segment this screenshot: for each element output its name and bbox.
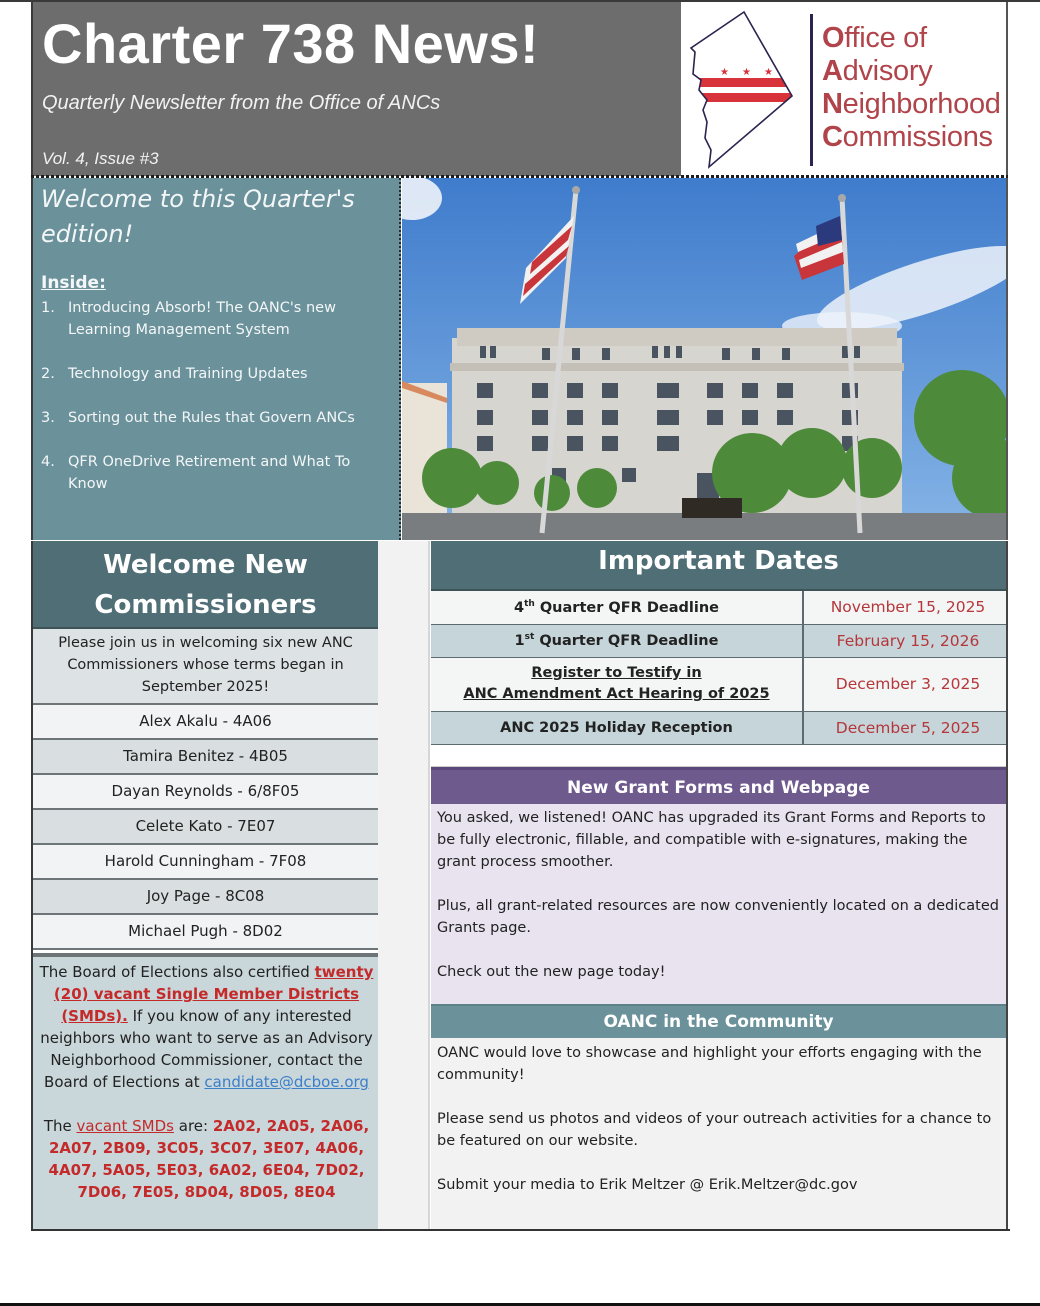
spacer <box>39 1093 374 1115</box>
contents-item[interactable]: 1. Introducing Absorb! The OANC's new Learning Management System <box>41 300 336 338</box>
community-body <box>431 1038 1006 1196</box>
masthead <box>31 2 681 176</box>
logo-line-neighborhood: Neighborhood <box>822 88 1001 120</box>
inside-label: Inside: <box>41 273 106 293</box>
column-gutter <box>378 541 430 1231</box>
community-heading: OANC in the Community <box>431 1004 1006 1038</box>
date-row <box>431 591 1006 624</box>
logo-line-office: Office of <box>822 22 927 54</box>
newsletter-title: Charter 738 News! <box>42 12 540 75</box>
date-value: December 5, 2025 <box>803 711 1006 744</box>
date-value: November 15, 2025 <box>803 591 1006 624</box>
logo-divider <box>810 14 813 166</box>
date-row <box>431 624 1006 657</box>
contents-item[interactable]: 2. Technology and Training Updates <box>41 366 308 382</box>
community-paragraph: Please send us photos and videos of your outreach activities for a chance to be featured on our website. <box>437 1110 992 1149</box>
oanc-logo <box>681 2 1008 176</box>
section-spacer <box>431 745 1006 767</box>
svg-text:★: ★ <box>764 67 773 78</box>
logo-line-commissions: Commissions <box>822 121 993 153</box>
logo-wordmark <box>822 22 1001 154</box>
vacant-smd-codes: 2A02, 2A05, 2A06, 2A07, 2B09, 3C05, 3C07, 3E07, 4A06, 4A07, 5A05, 5E03, 6A02, 6E04, 7D02, 7D06, 7E05, 8D04, 8D05, 8E04 <box>48 1117 370 1201</box>
grant-paragraph: Plus, all grant-related resources are now conveniently located on a dedicated Grants page. <box>437 897 999 936</box>
commissioner-row: Dayan Reynolds - 6/8F05 <box>33 775 378 810</box>
important-dates-heading: Important Dates <box>431 541 1006 591</box>
community-paragraph: Submit your media to Erik Meltzer @ Erik.Meltzer@dc.gov <box>437 1176 858 1193</box>
commissioner-row: Harold Cunningham - 7F08 <box>33 845 378 880</box>
register-to-testify-link[interactable]: Register to Testify in ANC Amendment Act Hearing of 2025 <box>431 657 803 711</box>
date-event: 1st Quarter QFR Deadline <box>431 624 803 657</box>
commissioner-row: Joy Page - 8C08 <box>33 880 378 915</box>
right-column <box>431 541 1008 1231</box>
commissioner-row: Michael Pugh - 8D02 <box>33 915 378 950</box>
commissioners-heading: Welcome New Commissioners <box>33 541 378 629</box>
welcome-panel <box>31 178 401 540</box>
important-dates-table <box>431 591 1006 745</box>
building-photo <box>402 178 1008 540</box>
newsletter-subtitle: Quarterly Newsletter from the Office of ANCs <box>42 92 441 114</box>
commissioner-row: Alex Akalu - 4A06 <box>33 705 378 740</box>
welcome-heading: Welcome to this Quarter's edition! <box>41 185 355 248</box>
date-event: ANC 2025 Holiday Reception <box>431 711 803 744</box>
vacant-smds-list-link[interactable]: vacant SMDs <box>76 1117 174 1135</box>
svg-text:★: ★ <box>720 67 729 78</box>
boe-email-link[interactable]: candidate@dcboe.org <box>204 1073 369 1091</box>
date-value: February 15, 2026 <box>803 624 1006 657</box>
new-commissioners-panel <box>31 541 378 1231</box>
community-paragraph: OANC would love to showcase and highlight your efforts engaging with the community! <box>437 1044 982 1083</box>
grant-paragraph: Check out the new page today! <box>437 963 666 980</box>
date-value: December 3, 2025 <box>803 657 1006 711</box>
dc-map-flag-icon <box>689 10 794 170</box>
svg-text:★: ★ <box>742 67 751 78</box>
content-bottom-border <box>31 1229 1010 1231</box>
issue-number: Vol. 4, Issue #3 <box>42 149 159 168</box>
commissioners-intro: Please join us in welcoming six new ANC Commissioners whose terms began in September 2025! <box>33 629 378 705</box>
contents-item[interactable]: 3. Sorting out the Rules that Govern ANCs <box>41 410 355 426</box>
vacant-smds-link[interactable]: twenty (20) vacant Single Member Districts (SMDs). <box>53 963 374 1025</box>
date-row <box>431 657 1006 711</box>
building-with-flags-image <box>402 178 1008 540</box>
date-event: 4th Quarter QFR Deadline <box>431 591 803 624</box>
grant-forms-body <box>431 804 1006 1004</box>
vacant-smd-notice: The Board of Elections also certified twenty (20) vacant Single Member Districts (SMDs). If you know of any interested neighbors who want to serve as an Advisory Neighborhood Commissioner, contact the Board of Elections at candidate@dcboe.org The vacant SMDs are: 2A02, 2A05, 2A06, 2A07, 2B09, 3C05, 3C07, 3E07, 4A06, 4A07, 5A05, 5E03, 6A02, 6E04, 7D02, 7D06, 7E05, 8D04, 8D05, 8E04 <box>33 953 380 1231</box>
grant-paragraph: You asked, we listened! OANC has upgraded its Grant Forms and Reports to be fully electronic, fillable, and compatible with e-signatures, making the grant process smoother. <box>437 809 986 870</box>
commissioner-row: Celete Kato - 7E07 <box>33 810 378 845</box>
logo-line-advisory: Advisory <box>822 55 933 87</box>
commissioner-row: Tamira Benitez - 4B05 <box>33 740 378 775</box>
grant-forms-heading: New Grant Forms and Webpage <box>431 767 1006 804</box>
contents-item[interactable]: 4. QFR OneDrive Retirement and What To Know <box>41 454 351 492</box>
date-row <box>431 711 1006 744</box>
contents-list <box>41 297 391 517</box>
